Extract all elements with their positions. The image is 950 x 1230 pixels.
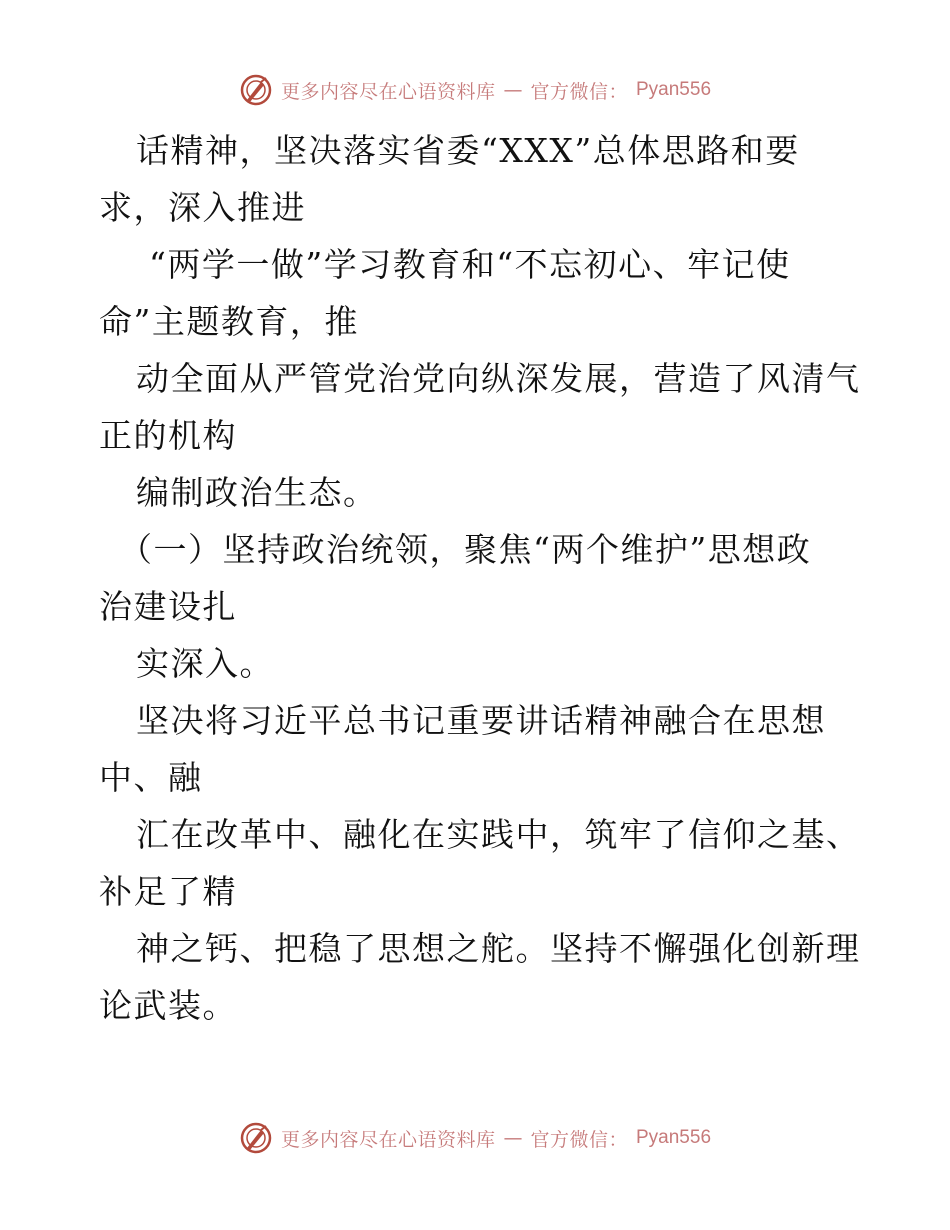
body-line: 坚决将习近平总书记重要讲话精神融合在思想 [136, 701, 826, 740]
body-line: 神之钙、把稳了思想之舵。坚持不懈强化创新理 [136, 929, 861, 968]
banner-wechat-label: 官方微信： [530, 80, 628, 103]
banner-wechat-id: Pyan556 [636, 79, 712, 100]
body-line: 话精神，坚决落实省委“XXX”总体思路和要 [136, 131, 800, 170]
body-line: 治建设扎 [99, 587, 237, 626]
banner-wechat-id: Pyan556 [636, 1127, 712, 1148]
header-banner [0, 70, 950, 110]
quill-pen-seal-icon [239, 73, 273, 107]
banner-separator: — [503, 79, 523, 101]
document-body [99, 122, 859, 1034]
section-heading-line: （一）坚持政治统领，聚焦“两个维护”思想政 [119, 530, 812, 569]
banner-wechat-label: 官方微信： [530, 1128, 628, 1151]
body-line: 正的机构 [99, 416, 237, 455]
body-line: 求，深入推进 [99, 188, 306, 227]
footer-banner [0, 1118, 950, 1158]
banner-separator: — [503, 1127, 523, 1149]
quill-pen-seal-icon [239, 1121, 273, 1155]
banner-site-name: 更多内容尽在心语资料库 [280, 1128, 496, 1151]
body-line: 动全面从严管党治党向纵深发展，营造了风清气 [136, 359, 861, 398]
body-line: 编制政治生态。 [136, 473, 378, 512]
body-line: 命”主题教育，推 [99, 302, 359, 341]
body-line: 论武装。 [99, 986, 237, 1025]
banner-site-name: 更多内容尽在心语资料库 [280, 80, 496, 103]
body-line: 汇在改革中、融化在实践中，筑牢了信仰之基、 [136, 815, 861, 854]
body-line: 补足了精 [99, 872, 237, 911]
body-line: 中、融 [99, 758, 203, 797]
body-line: “两学一做”学习教育和“不忘初心、牢记使 [149, 245, 791, 284]
body-line: 实深入。 [136, 644, 274, 683]
